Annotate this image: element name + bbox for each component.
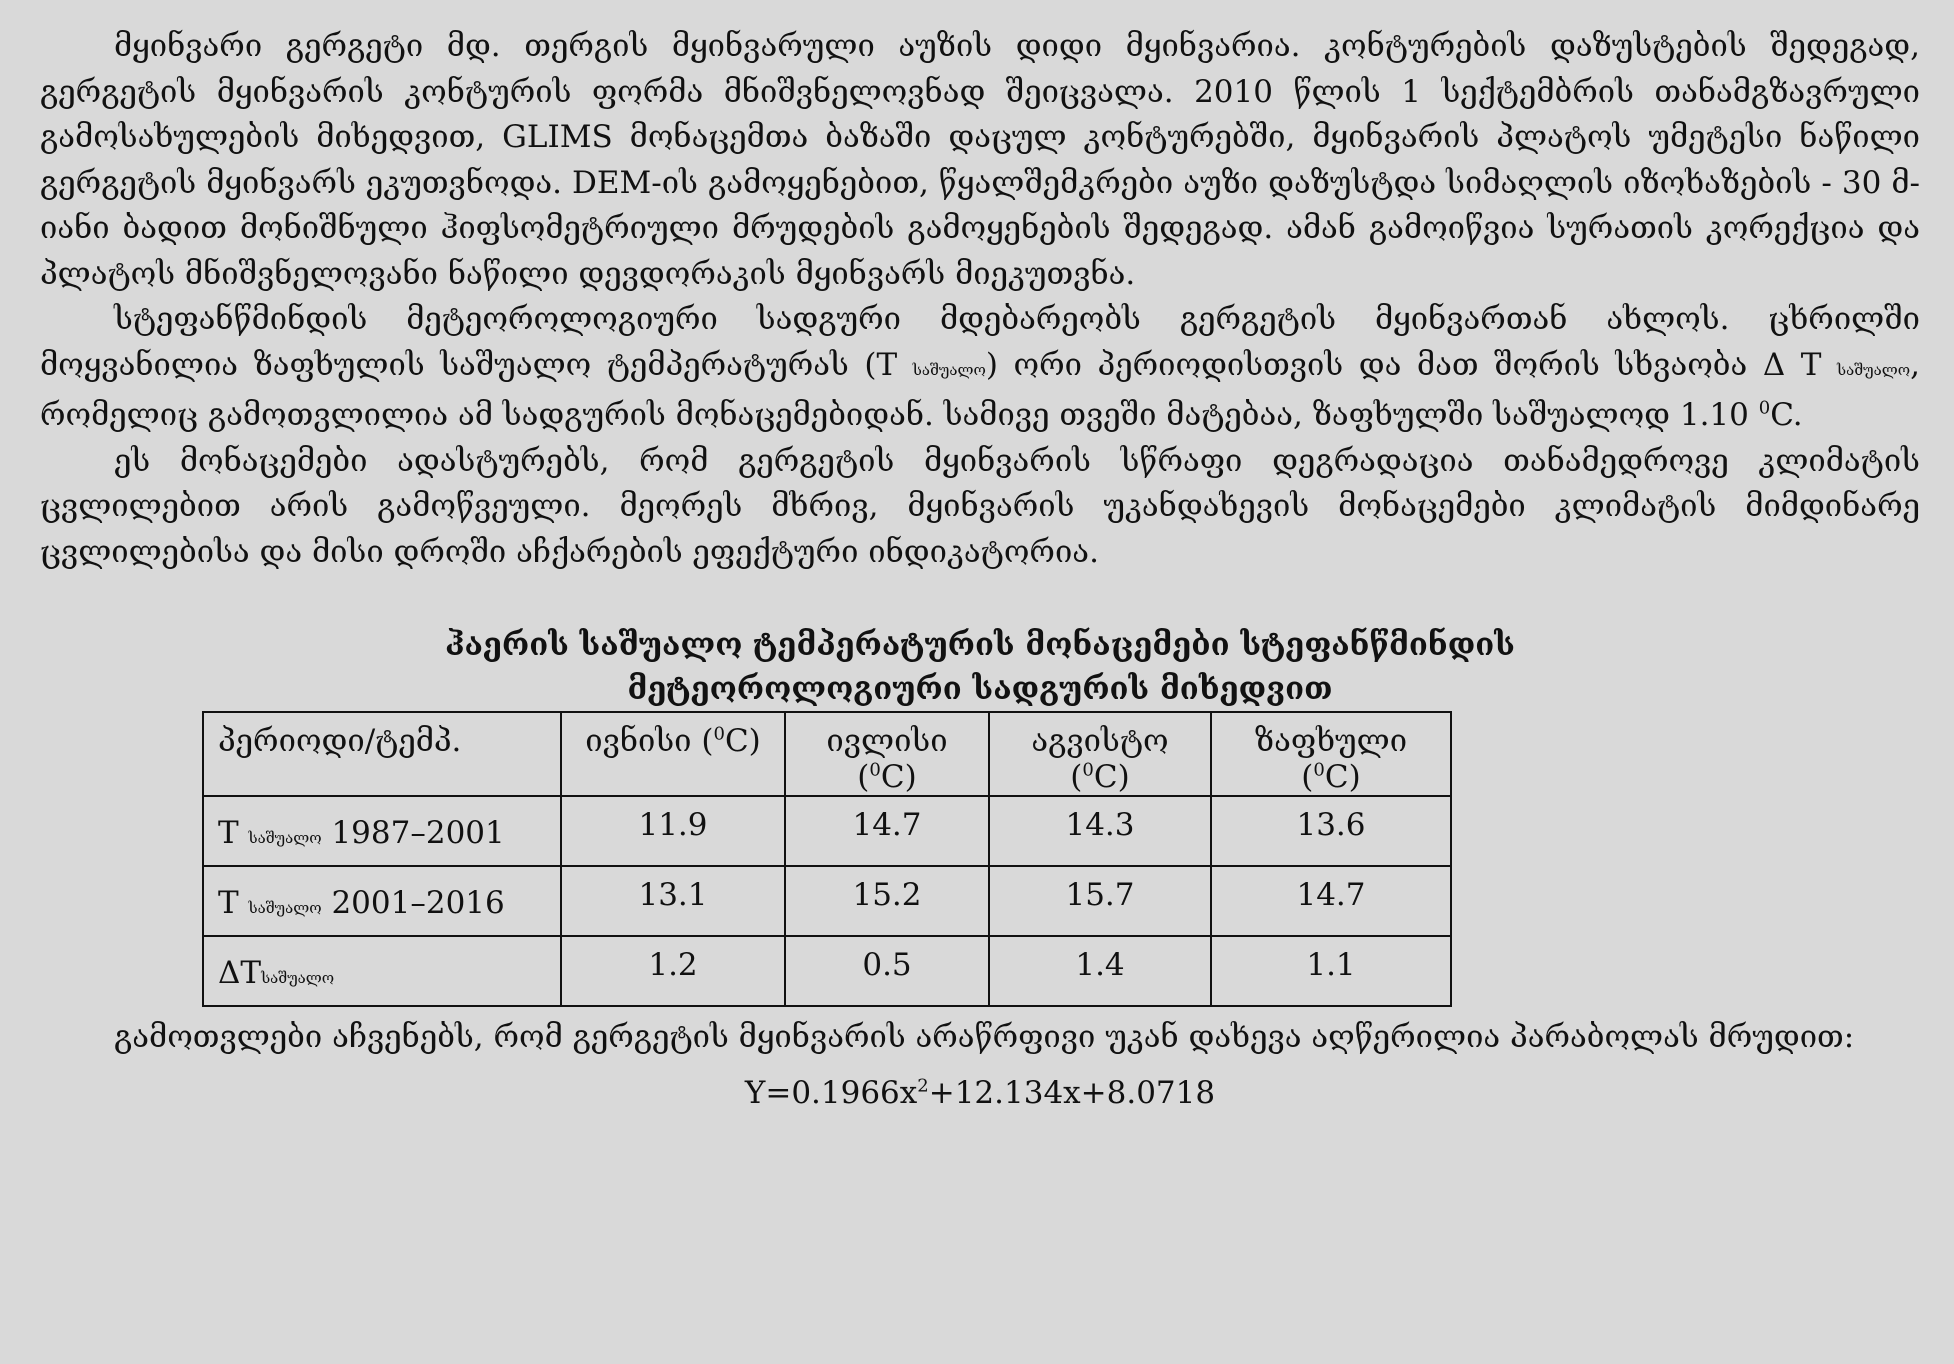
formula-part: Y=0.1966x bbox=[744, 1074, 918, 1111]
header-june-label: ივნისი ( bbox=[585, 723, 714, 759]
paragraph-parabola-intro: გამოთვლები აჩვენებს, რომ გერგეტის მყინვარის არაწრფივი უკან დახევა აღწერილია პარაბოლას მრუდით: bbox=[114, 1019, 1855, 1055]
header-summer-label: ზაფხული ( bbox=[1254, 723, 1408, 795]
header-period bbox=[203, 712, 561, 796]
row-label-period: 2001–2016 bbox=[321, 885, 505, 921]
row-label-sub: საშუალო bbox=[248, 829, 322, 847]
row-label-main: T bbox=[218, 885, 249, 921]
temperature-table bbox=[202, 711, 1452, 1007]
table-row bbox=[203, 936, 1451, 1006]
subscript-mean: საშუალო bbox=[912, 360, 986, 379]
cell-june: 1.2 bbox=[561, 936, 785, 1006]
header-july bbox=[785, 712, 989, 796]
paragraph-glacier-description: მყინვარი გერგეტი მდ. თერგის მყინვარული აუზის დიდი მყინვარია. კონტურების დაზუსტების შედეგად, გერგეტის მყინვარის კონტურის ფორმა მნიშვნელოვნად შეიცვალა. 2010 წლის 1 სექტემბრის თანამგზავრული გამოსახულების მიხედვით, GLIMS მონაცემთა ბაზაში დაცულ კონტურებში, მყინვარის პლატოს უმეტესი ნაწილი გერგეტის მყინვარს ეკუთვნოდა. DEM-ის გამოყენებით, წყალშემკრები აუზი დაზუსტდა სიმაღლის იზოხაზების - 30 მ-იანი ბადით მონიშნული ჰიფსომეტრიული მრუდების გამოყენების შედეგად. ამან გამოიწვია სურათის კორექცია და პლატოს მნიშვნელოვანი ნაწილი დევდორაკის მყინვარს მიეკუთვნა. bbox=[40, 28, 1920, 292]
row-label-period: 1987–2001 bbox=[321, 815, 505, 851]
formula-exponent: 2 bbox=[917, 1075, 929, 1097]
text-segment: სტეფანწმინდის მეტეოროლოგიური სადგური მდებარეობს გერგეტის მყინვართან ახლოს. ცხრილში მოყვანილია ზაფხულის საშუალო ტემპერატურას (T bbox=[40, 301, 1920, 383]
degree-superscript: 0 bbox=[869, 759, 881, 781]
header-june bbox=[561, 712, 785, 796]
cell-july: 0.5 bbox=[785, 936, 989, 1006]
table-header-row bbox=[203, 712, 1451, 796]
row-label-main: ΔT bbox=[218, 955, 262, 991]
subscript-mean: საშუალო bbox=[1837, 360, 1911, 379]
degree-superscript: 0 bbox=[1082, 759, 1094, 781]
text-segment: , რომელიც გამოთვლილია ამ სადგურის მონაცემებიდან. სამივე თვეში მატებაა, ზაფხულში საშუალოდ 1.10 bbox=[40, 346, 1920, 433]
header-period-label: პერიოდი/ტემპ. bbox=[218, 723, 462, 759]
header-august-label: აგვისტო ( bbox=[1031, 723, 1169, 795]
row-label-main: T bbox=[218, 815, 249, 851]
cell-august: 15.7 bbox=[989, 866, 1211, 936]
unit-label: C) bbox=[1093, 759, 1130, 795]
paragraph-conclusion: ეს მონაცემები ადასტურებს, რომ გერგეტის მყინვარის სწრაფი დეგრადაცია თანამედროვე კლიმატის ცვლილებით არის გამოწვეული. მეორეს მხრივ, მყინვარის უკანდახევის მონაცემები კლიმატის მიმდინარე ცვლილებისა და მისი დროში აჩქარების ეფექტური ინდიკატორია. bbox=[40, 442, 1920, 570]
formula-part: +12.134x+8.0718 bbox=[928, 1074, 1216, 1111]
row-label bbox=[203, 936, 561, 1006]
paragraph-meteo-station bbox=[40, 297, 1920, 439]
cell-summer: 1.1 bbox=[1211, 936, 1451, 1006]
cell-summer: 13.6 bbox=[1211, 796, 1451, 866]
header-august bbox=[989, 712, 1211, 796]
cell-july: 14.7 bbox=[785, 796, 989, 866]
unit-label: C) bbox=[880, 759, 917, 795]
cell-summer: 14.7 bbox=[1211, 866, 1451, 936]
degree-superscript: 0 bbox=[1313, 759, 1325, 781]
degree-superscript: 0 bbox=[1758, 397, 1771, 419]
table-row bbox=[203, 796, 1451, 866]
row-label bbox=[203, 866, 561, 936]
cell-june: 11.9 bbox=[561, 796, 785, 866]
cell-july: 15.2 bbox=[785, 866, 989, 936]
text-segment: C. bbox=[1770, 397, 1803, 433]
row-label-sub: საშუალო bbox=[248, 899, 322, 917]
degree-superscript: 0 bbox=[713, 723, 725, 745]
row-label-sub: საშუალო bbox=[261, 969, 335, 987]
unit-label: C) bbox=[1324, 759, 1361, 795]
text-segment: ) ორი პერიოდისთვის და მათ შორის სხვაობა Δ T bbox=[985, 346, 1838, 383]
cell-august: 1.4 bbox=[989, 936, 1211, 1006]
header-july-label: ივლისი ( bbox=[826, 723, 948, 795]
unit-label: C) bbox=[724, 723, 761, 759]
header-summer bbox=[1211, 712, 1451, 796]
row-label bbox=[203, 796, 561, 866]
table-row bbox=[203, 866, 1451, 936]
cell-june: 13.1 bbox=[561, 866, 785, 936]
cell-august: 14.3 bbox=[989, 796, 1211, 866]
table-caption: ჰაერის საშუალო ტემპერატურის მონაცემები სტეფანწმინდის მეტეოროლოგიური სადგურის მიხედვით bbox=[445, 627, 1515, 707]
regression-formula bbox=[40, 1075, 1920, 1111]
